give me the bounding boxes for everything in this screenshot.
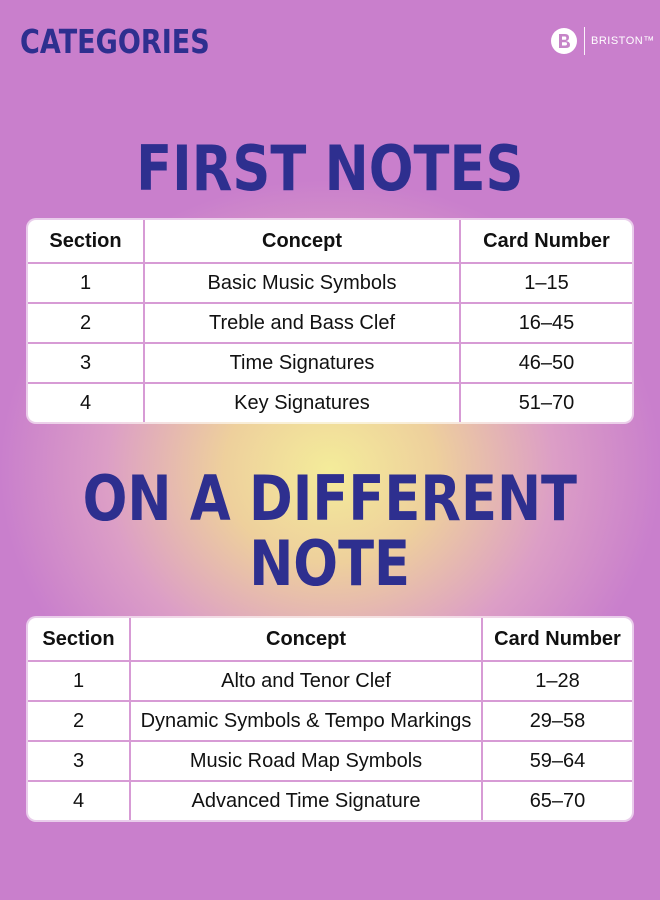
- different-note-table: [28, 618, 632, 820]
- concept-cell: Time Signatures: [144, 343, 460, 383]
- card-number-cell: 1–28: [482, 661, 632, 701]
- section-cell: 3: [28, 741, 130, 781]
- first-notes-title: FIRST NOTES: [136, 132, 524, 205]
- card-number-cell: 1–15: [460, 263, 632, 303]
- section-cell: 2: [28, 303, 144, 343]
- different-note-heading-line2: [0, 527, 660, 600]
- first-notes-heading: [0, 132, 660, 205]
- card-number-cell: 46–50: [460, 343, 632, 383]
- section-cell: 2: [28, 701, 130, 741]
- categories-label: CATEGORIES: [20, 22, 210, 61]
- table-row: [28, 781, 632, 820]
- card-number-cell: 16–45: [460, 303, 632, 343]
- column-header-section: Section: [28, 220, 144, 263]
- concept-cell: Key Signatures: [144, 383, 460, 422]
- section-cell: 1: [28, 661, 130, 701]
- concept-cell: Music Road Map Symbols: [130, 741, 482, 781]
- concept-cell: Dynamic Symbols & Tempo Markings: [130, 701, 482, 741]
- brand-divider: [584, 27, 585, 55]
- brand-logo: [551, 25, 655, 57]
- concept-cell: Basic Music Symbols: [144, 263, 460, 303]
- column-header-section: Section: [28, 618, 130, 661]
- table-row: [28, 661, 632, 701]
- different-note-heading-line1: [0, 462, 660, 535]
- different-note-title-line1: ON A DIFFERENT: [82, 462, 578, 535]
- column-header-concept: Concept: [130, 618, 482, 661]
- section-cell: 4: [28, 781, 130, 820]
- different-note-title-line2: NOTE: [249, 527, 411, 600]
- card-number-cell: 59–64: [482, 741, 632, 781]
- section-cell: 4: [28, 383, 144, 422]
- briston-logo-glyph: [556, 32, 572, 50]
- briston-logo-icon: [551, 28, 577, 54]
- table-header-row: [28, 220, 632, 263]
- section-cell: 3: [28, 343, 144, 383]
- first-notes-table: [28, 220, 632, 422]
- page-header: [0, 0, 660, 90]
- card-number-cell: 65–70: [482, 781, 632, 820]
- card-number-cell: 51–70: [460, 383, 632, 422]
- table-header-row: [28, 618, 632, 661]
- table-row: [28, 343, 632, 383]
- table-row: [28, 383, 632, 422]
- concept-cell: Alto and Tenor Clef: [130, 661, 482, 701]
- table-row: [28, 303, 632, 343]
- table-row: [28, 741, 632, 781]
- concept-cell: Treble and Bass Clef: [144, 303, 460, 343]
- column-header-card-number: Card Number: [460, 220, 632, 263]
- card-number-cell: 29–58: [482, 701, 632, 741]
- concept-cell: Advanced Time Signature: [130, 781, 482, 820]
- table-row: [28, 263, 632, 303]
- table-row: [28, 701, 632, 741]
- column-header-concept: Concept: [144, 220, 460, 263]
- section-cell: 1: [28, 263, 144, 303]
- column-header-card-number: Card Number: [482, 618, 632, 661]
- brand-name: BRISTON™: [591, 35, 655, 47]
